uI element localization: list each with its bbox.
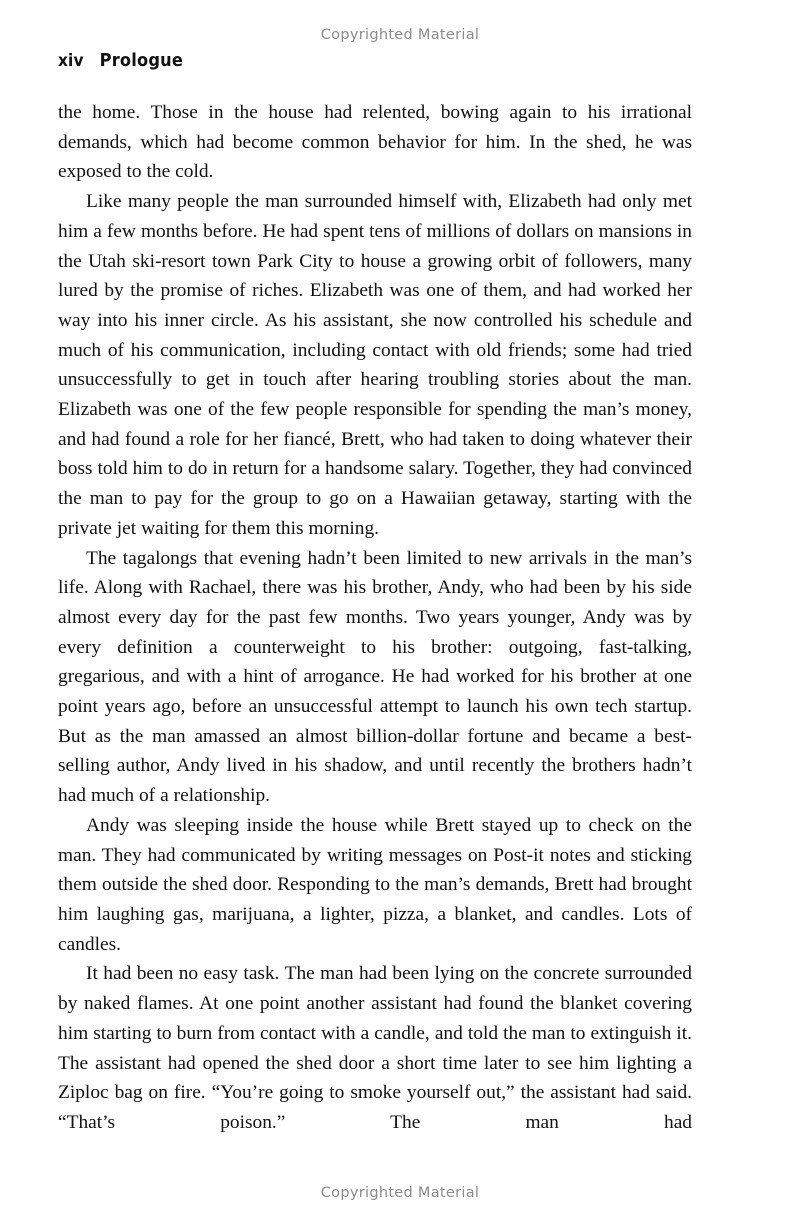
copyright-watermark-bottom: Copyrighted Material: [320, 1185, 480, 1201]
paragraph: the home. Those in the house had relented, bowing again to his irrational demands, which had become common behavior for him. In the shed, he was exposed to the cold.: [58, 102, 692, 183]
page-folio-number: xiv: [58, 51, 84, 71]
copyright-watermark-top: Copyrighted Material: [320, 27, 480, 43]
paragraph: It had been no easy task. The man had been lying on the concrete surrounded by naked flames. At one point another assistant had found the blanket covering him starting to burn from contact with a candle, and told the man to extinguish it. The assistant had opened the shed door a short time later to see him lighting a Ziploc bag on fire. “You’re going to smoke yourself out,” the assistant had said. “That’s poison.” The man had: [58, 963, 692, 1133]
running-head: [58, 50, 183, 71]
chapter-title: Prologue: [99, 50, 184, 71]
paragraph: Andy was sleeping inside the house while Brett stayed up to check on the man. They had communicated by writing messages on Post-it notes and sticking them outside the shed door. Responding to the man’s demands, Brett had brought him laughing gas, marijuana, a lighter, pizza, a blanket, and candles. Lots of candles.: [58, 814, 692, 955]
paragraph: The tagalongs that evening hadn’t been limited to new arrivals in the man’s life. Along with Rachael, there was his brother, Andy, who had been by his side almost every day for the past few months. Two years younger, Andy was by every definition a counterweight to his brother: outgoing, fast-talking, gregarious, and with a hint of arrogance. He had worked for his brother at one point years ago, before an unsuccessful attempt to launch his own tech startup. But as the man amassed an almost billion-dollar fortune and became a best-selling author, Andy lived in his shadow, and until recently the brothers hadn’t had much of a relationship.: [58, 547, 692, 807]
body-text-block: [58, 98, 692, 1138]
paragraph: Like many people the man surrounded himself with, Elizabeth had only met him a few months before. He had spent tens of millions of dollars on mansions in the Utah ski-resort town Park City to house a growing orbit of followers, many lured by the promise of riches. Elizabeth was one of them, and had worked her way into his inner circle. As his assistant, she now controlled his schedule and much of his communication, including contact with old friends; some had tried unsuccessfully to get in touch after hearing troubling stories about the man. Elizabeth was one of the few people responsible for spending the man’s money, and had found a role for her fiancé, Brett, who had taken to doing whatever their boss told him to do in return for a handsome salary. Together, they had convinced the man to pay for the group to go on a Hawaiian getaway, starting with the private jet waiting for them this morning.: [58, 191, 692, 539]
